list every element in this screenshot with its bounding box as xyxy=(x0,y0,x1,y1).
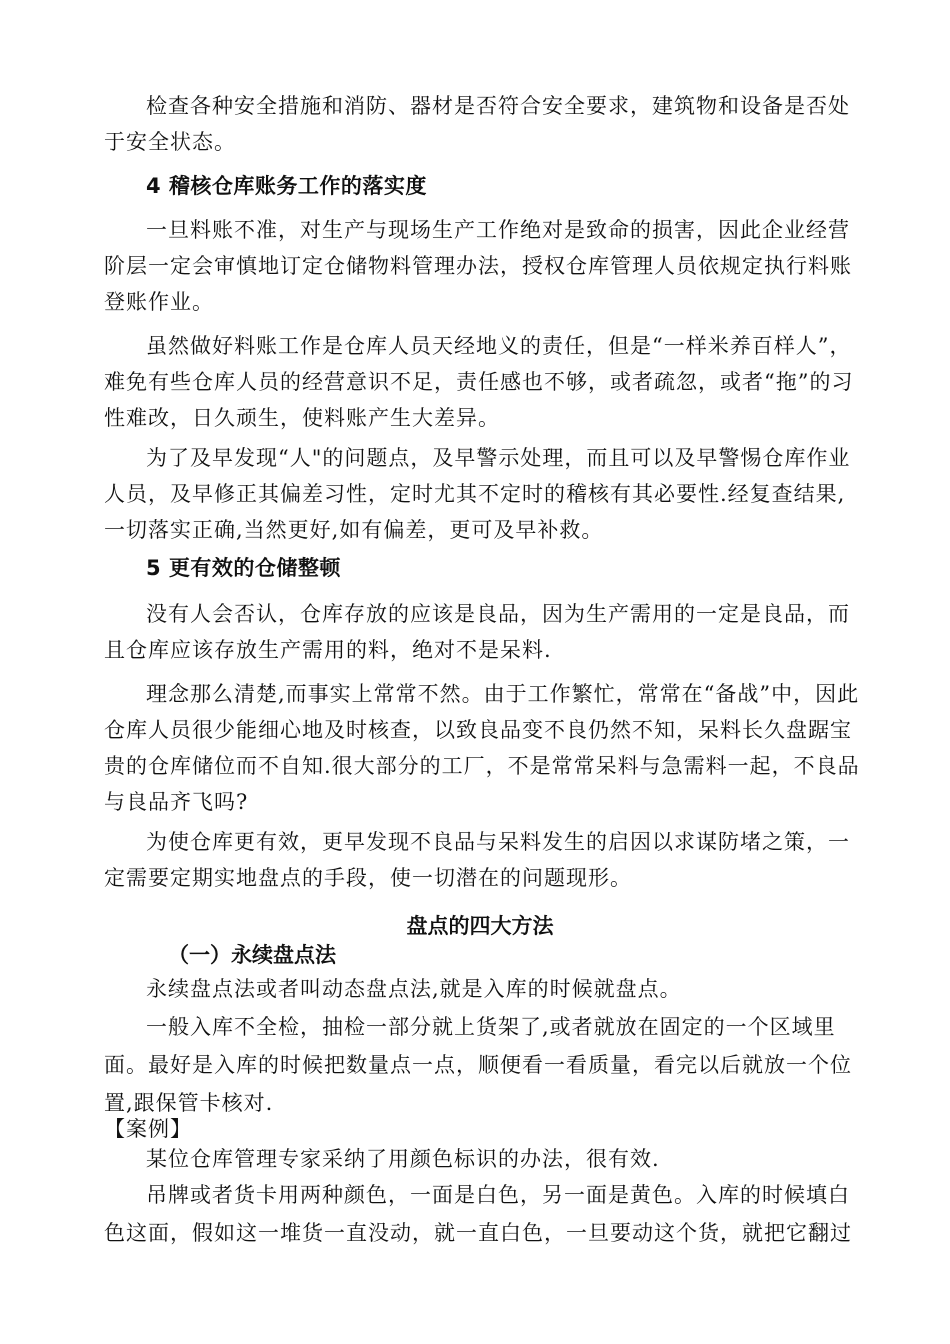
paragraph-perpetual-definition: 永续盘点法或者叫动态盘点法,就是入库的时候就盘点。 xyxy=(146,977,682,1001)
paragraph-staff-responsibility: 虽然做好料账工作是仓库人员天经地义的责任，但是“一样米养百样人”，难免有些仓库人员的经营意识不足，责任感也不够，或者疏忽，或者“拖”的习性难改，日久顽生，使料账产生大差异。 xyxy=(104,334,854,430)
paragraph-regular-inventory: 为使仓库更有效，更早发现不良品与呆料发生的启因以求谋防堵之策，一定需要定期实地盘点的手段，使一切潜在的问题现形。 xyxy=(104,830,850,890)
paragraph-early-detection: 为了及早发现“人"的问题点，及早警示处理，而且可以及早警惕仓库作业人员，及早修正其偏差习性，定时尤其不定时的稽核有其必要性.经复查结果,一切落实正确,当然更好,如有偏差，更可及早补救。 xyxy=(104,446,851,542)
paragraph-receiving-check: 一般入库不全检，抽检一部分就上货架了,或者就放在固定的一个区域里面。最好是入库的时候把数量点一点，顺便看一看质量，看完以后就放一个位置,跟保管卡核对. xyxy=(104,1015,852,1115)
paragraph-reality: 理念那么清楚,而事实上常常不然。由于工作繁忙，常常在“备战”中，因此仓库人员很少能细心地及时核查，以致良品变不良仍然不知，呆料长久盘踞宝贵的仓库储位而不自知.很大部分的工厂，不是常常呆料与急需料一起，不良品与良品齐飞吗? xyxy=(104,682,860,814)
paragraph-tag-colors: 吊牌或者货卡用两种颜色，一面是白色，另一面是黄色。入库的时候填白色这面，假如这一堆货一直没动，就一直白色，一旦要动这个货，就把它翻过 xyxy=(104,1183,852,1245)
paragraph-color-method: 某位仓库管理专家采纳了用颜色标识的办法，很有效. xyxy=(146,1147,660,1171)
section-title-four-methods: 盘点的四大方法 xyxy=(406,914,554,938)
subsection-perpetual-inventory: （一）永续盘点法 xyxy=(168,943,336,967)
case-label: 【案例】 xyxy=(104,1117,192,1141)
paragraph-accounts-accuracy: 一旦料账不准，对生产与现场生产工作绝对是致命的损害，因此企业经营阶层一定会审慎地订定仓储物料管理办法，授权仓库管理人员依规定执行料账登账作业。 xyxy=(104,218,852,314)
paragraph-good-products: 没有人会否认，仓库存放的应该是良品，因为生产需用的一定是良品，而且仓库应该存放生产需用的料，绝对不是呆料. xyxy=(104,602,850,662)
heading-4-audit-accounts: 4 稽核仓库账务工作的落实度 xyxy=(146,174,427,198)
heading-5-storage-organization: 5 更有效的仓储整顿 xyxy=(146,556,341,580)
paragraph-safety-check: 检查各种安全措施和消防、器材是否符合安全要求，建筑物和设备是否处于安全状态。 xyxy=(104,94,850,154)
